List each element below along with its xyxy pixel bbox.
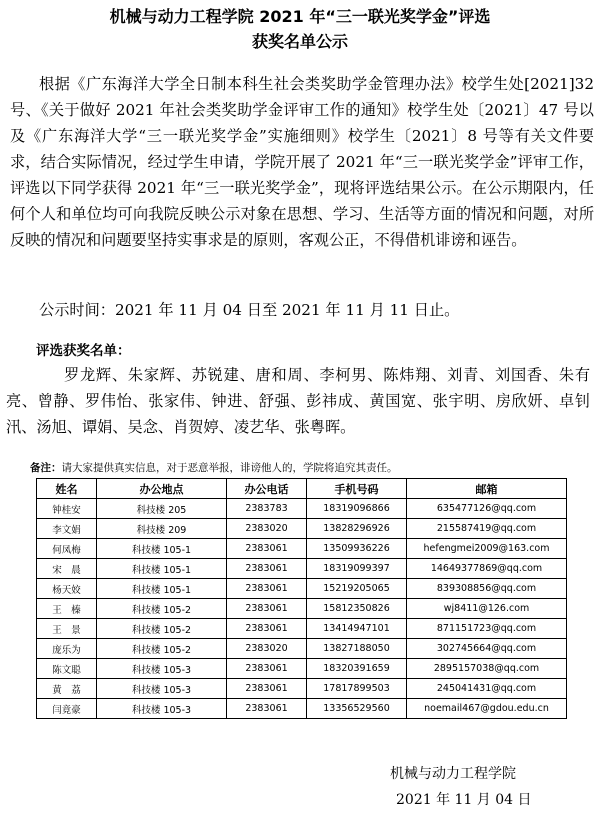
signature-organization: 机械与动力工程学院: [390, 766, 516, 782]
cell-office-phone: 2383061: [227, 539, 307, 559]
document-subtitle: 获奖名单公示: [251, 32, 348, 51]
cell-mobile: 18319096866: [307, 499, 407, 519]
document-title: 机械与动力工程学院 2021 年“三一联光奖学金”评选: [109, 7, 491, 26]
cell-office-phone: 2383061: [227, 699, 307, 719]
cell-email: noemail467@gdou.edu.cn: [407, 699, 567, 719]
cell-mobile: 18320391659: [307, 659, 407, 679]
table-row: [37, 499, 567, 519]
cell-office-phone: 2383061: [227, 579, 307, 599]
header-name: 姓名: [37, 479, 97, 499]
header-mobile: 手机号码: [307, 479, 407, 499]
signature-date: 2021 年 11 月 04 日: [396, 792, 532, 808]
cell-name: 陈文聪: [37, 659, 97, 679]
header-office-phone: 办公电话: [227, 479, 307, 499]
cell-mobile: 13509936226: [307, 539, 407, 559]
cell-email: 839308856@qq.com: [407, 579, 567, 599]
cell-mobile: 18319099397: [307, 559, 407, 579]
cell-email: 871151723@qq.com: [407, 619, 567, 639]
cell-name: 王 景: [37, 619, 97, 639]
cell-email: 302745664@qq.com: [407, 639, 567, 659]
notice-period: 公示时间：2021 年 11 月 04 日至 2021 年 11 月 11 日止。: [39, 301, 460, 319]
cell-office-phone: 2383061: [227, 599, 307, 619]
table-row: [37, 599, 567, 619]
cell-office-phone: 2383061: [227, 659, 307, 679]
cell-office-phone: 2383061: [227, 559, 307, 579]
cell-office: 科技楼 105-3: [97, 699, 227, 719]
remark-label: 备注：: [30, 462, 62, 474]
cell-name: 杨天姣: [37, 579, 97, 599]
table-header-row: [37, 479, 567, 499]
cell-mobile: 13827188050: [307, 639, 407, 659]
cell-office: 科技楼 105-3: [97, 679, 227, 699]
cell-office-phone: 2383061: [227, 679, 307, 699]
table-row: [37, 679, 567, 699]
table-row: [37, 619, 567, 639]
cell-office-phone: 2383020: [227, 519, 307, 539]
cell-email: 2895157038@qq.com: [407, 659, 567, 679]
cell-email: hefengmei2009@163.com: [407, 539, 567, 559]
awardee-names: 罗龙辉、朱家辉、苏锐建、唐和周、李柯男、陈炜翔、刘青、刘国香、朱有亮、曾静、罗伟怡、张家伟、钟进、舒强、彭祎成、黄国宽、张宇明、房欣妍、卓钊汛、汤旭、谭娟、吴念、肖贺婷、凌艺华、张粤晖。: [6, 366, 590, 436]
awardee-list-heading: 评选获奖名单：: [36, 343, 131, 359]
cell-name: 庞乐为: [37, 639, 97, 659]
cell-mobile: 13828296926: [307, 519, 407, 539]
cell-office-phone: 2383061: [227, 619, 307, 639]
cell-office: 科技楼 105-2: [97, 599, 227, 619]
remark-text: 请大家提供真实信息，对于恶意举报，诽谤他人的，学院将追究其责任。: [61, 462, 398, 474]
cell-name: 钟桂安: [37, 499, 97, 519]
cell-email: 245041431@qq.com: [407, 679, 567, 699]
header-email: 邮箱: [407, 479, 567, 499]
table-row: [37, 699, 567, 719]
table-row: [37, 579, 567, 599]
cell-email: wj8411@126.com: [407, 599, 567, 619]
cell-name: 宋 晨: [37, 559, 97, 579]
cell-office: 科技楼 105-1: [97, 559, 227, 579]
cell-office: 科技楼 105-3: [97, 659, 227, 679]
table-row: [37, 559, 567, 579]
cell-office: 科技楼 205: [97, 499, 227, 519]
cell-mobile: 13414947101: [307, 619, 407, 639]
cell-office: 科技楼 105-1: [97, 539, 227, 559]
cell-office-phone: 2383783: [227, 499, 307, 519]
table-row: [37, 639, 567, 659]
table-row: [37, 539, 567, 559]
cell-office: 科技楼 209: [97, 519, 227, 539]
cell-office: 科技楼 105-2: [97, 619, 227, 639]
cell-name: 何凤梅: [37, 539, 97, 559]
cell-mobile: 17817899503: [307, 679, 407, 699]
cell-email: 14649377869@qq.com: [407, 559, 567, 579]
remark: [30, 460, 398, 476]
cell-name: 黄 荔: [37, 679, 97, 699]
cell-office: 科技楼 105-2: [97, 639, 227, 659]
table-row: [37, 659, 567, 679]
cell-name: 王 榛: [37, 599, 97, 619]
cell-name: 闫竟豪: [37, 699, 97, 719]
header-office: 办公地点: [97, 479, 227, 499]
contact-table: [36, 478, 567, 719]
cell-email: 635477126@qq.com: [407, 499, 567, 519]
cell-mobile: 15812350826: [307, 599, 407, 619]
cell-office-phone: 2383020: [227, 639, 307, 659]
cell-name: 李文娟: [37, 519, 97, 539]
cell-email: 215587419@qq.com: [407, 519, 567, 539]
table-row: [37, 519, 567, 539]
cell-mobile: 15219205065: [307, 579, 407, 599]
body-paragraph: 根据《广东海洋大学全日制本科生社会类奖助学金管理办法》校学生处[2021]32 号、《关于做好 2021 年社会类奖助学金评审工作的通知》校学生处〔2021〕47 号以及《广东海洋大学“三一联光奖学金”实施细则》校学生〔2021〕8 号等有关文件要求，结合实际情况，经过学生申请，学院开展了 2021 年“三一联光奖学金”评审工作，评选以下同学获得 2021 年“三一联光奖学金”，现将评选结果公示。在公示期限内，任何个人和单位均可向我院反映公示对象在思想、学习、生活等方面的情况和问题，对所反映的情况和问题要坚持实事求是的原则，客观公正，不得借机诽谤和诬告。: [10, 75, 594, 249]
cell-mobile: 13356529560: [307, 699, 407, 719]
cell-office: 科技楼 105-1: [97, 579, 227, 599]
